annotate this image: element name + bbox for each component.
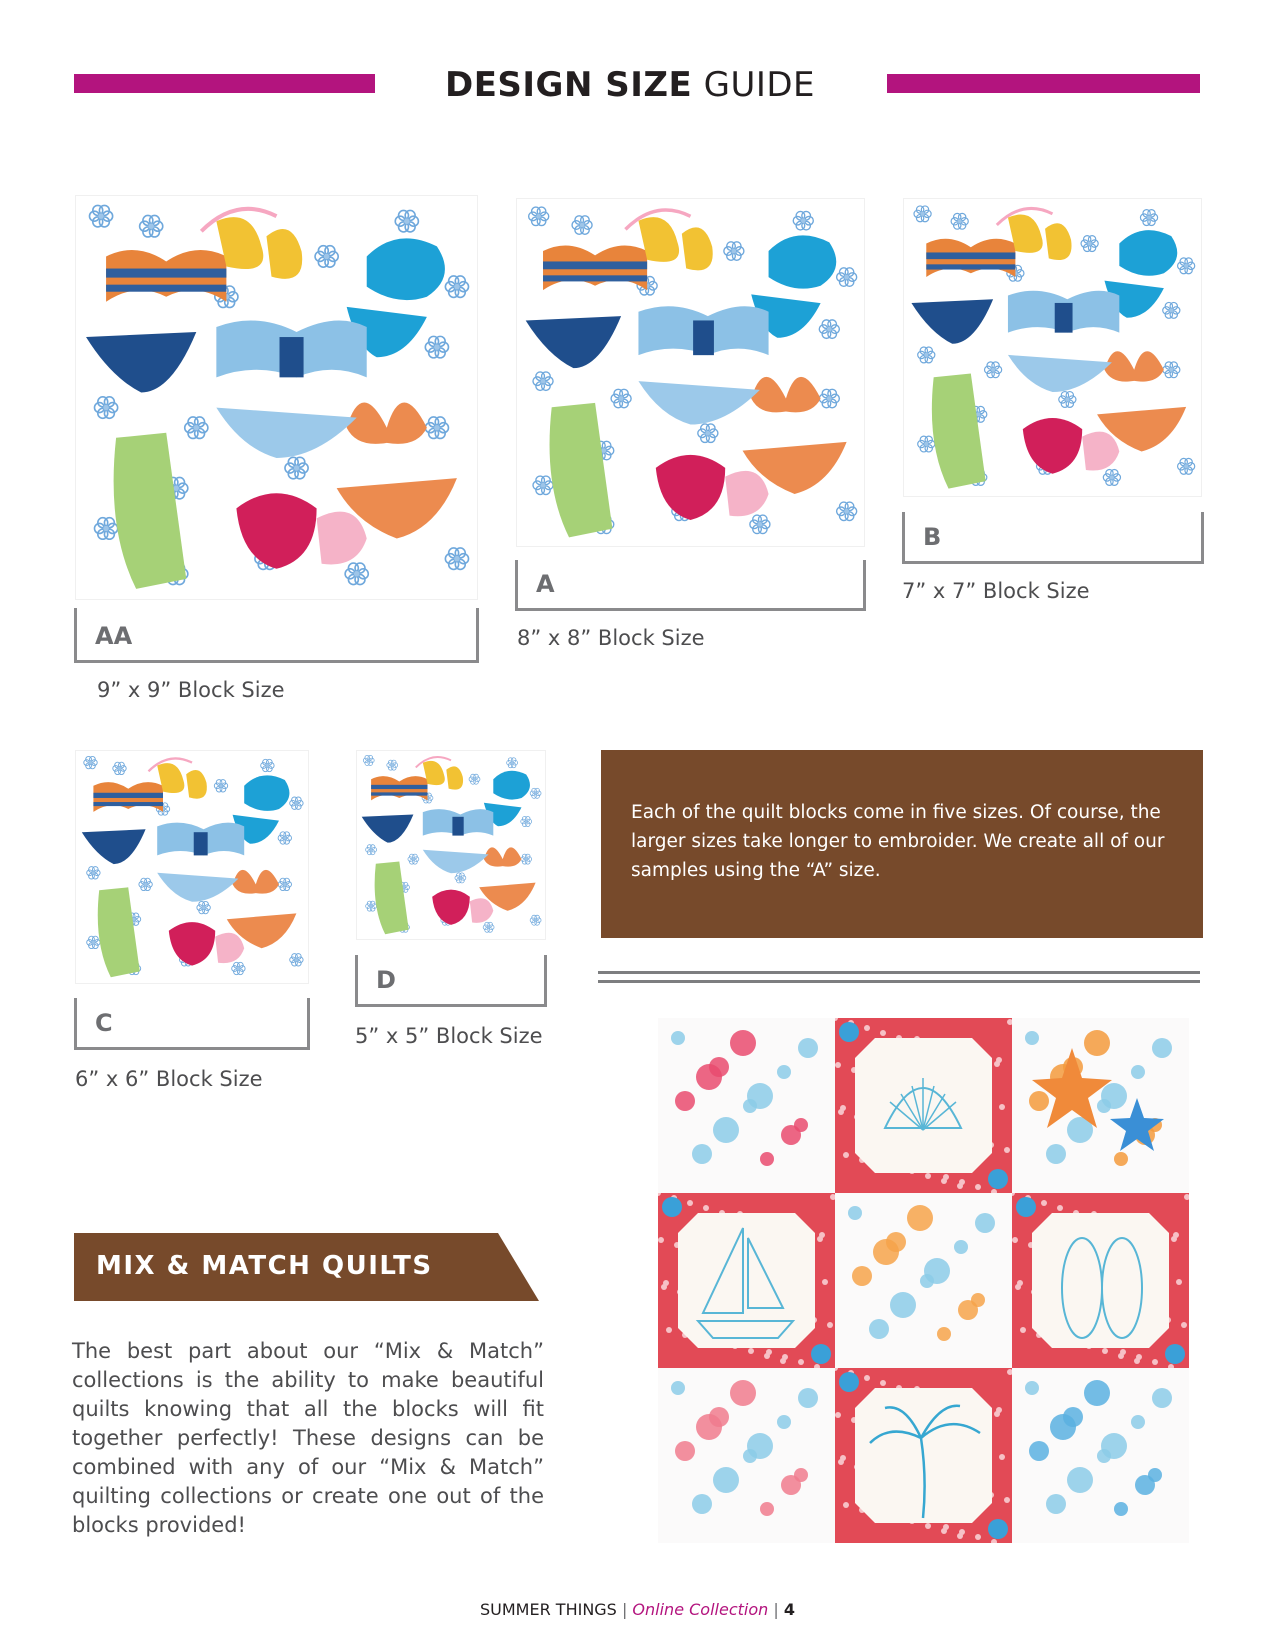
flower-icon bbox=[1163, 362, 1180, 378]
green-onepiece-icon bbox=[114, 433, 187, 589]
flower-icon bbox=[533, 372, 553, 391]
size-box-aa bbox=[74, 608, 479, 663]
orange-bra-icon bbox=[751, 377, 820, 413]
flower-icon bbox=[918, 347, 935, 363]
page-number: 4 bbox=[783, 1600, 795, 1619]
flower-icon bbox=[89, 205, 112, 226]
flower-icon bbox=[425, 417, 448, 438]
size-text-a: 8” x 8” Block Size bbox=[517, 626, 705, 650]
flower-icon bbox=[918, 436, 935, 452]
flower-icon bbox=[483, 922, 494, 932]
quilt-cell-art bbox=[1012, 1368, 1189, 1543]
flower-icon bbox=[87, 936, 100, 948]
divider-top bbox=[598, 971, 1200, 974]
orange-bra-icon bbox=[233, 870, 279, 894]
flower-icon bbox=[214, 780, 227, 792]
flower-icon bbox=[530, 915, 541, 925]
quilt-cell-art bbox=[1012, 1018, 1189, 1193]
size-letter-aa: AA bbox=[95, 622, 133, 650]
flower-icon bbox=[455, 873, 466, 883]
size-box-a bbox=[515, 560, 866, 611]
flower-icon bbox=[750, 515, 770, 534]
flower-icon bbox=[94, 397, 117, 418]
flower-icon bbox=[793, 211, 813, 230]
pink-bikini-icon bbox=[1023, 418, 1082, 474]
navy-bottom-icon bbox=[526, 316, 621, 368]
flower-icon bbox=[84, 756, 97, 768]
quilt-block-sailboat bbox=[658, 1193, 835, 1368]
flower-icon bbox=[87, 867, 100, 879]
teal-top-icon bbox=[769, 235, 837, 288]
pink-bikini-icon bbox=[432, 890, 470, 925]
teal-top-icon bbox=[244, 775, 289, 811]
flower-icon bbox=[445, 548, 468, 569]
flower-icon bbox=[185, 417, 208, 438]
flower-icon bbox=[521, 816, 532, 826]
size-letter-c: C bbox=[95, 1009, 113, 1037]
quilt-block-fruit bbox=[835, 1193, 1012, 1368]
swimsuit-illustration bbox=[76, 196, 477, 599]
size-letter-b: B bbox=[923, 523, 942, 551]
orange-bra-icon bbox=[1104, 351, 1163, 381]
flower-icon bbox=[819, 389, 839, 408]
flower-icon bbox=[232, 962, 245, 974]
teal-top-icon bbox=[367, 238, 445, 300]
flower-icon bbox=[837, 268, 857, 287]
quilt-cell-art bbox=[835, 1368, 1012, 1543]
pink-bikini-icon bbox=[236, 493, 316, 569]
blue-bottom-icon bbox=[216, 408, 356, 458]
mix-body: The best part about our “Mix & Match” collections is the ability to make beautiful quilts knowing that all the blocks will fit together perfectly! These designs can be combined with any of our “Mix & Match” quilting collections or create one out of the blocks provided! bbox=[72, 1339, 544, 1537]
quilt-cell-art bbox=[1012, 1193, 1189, 1368]
flower-icon bbox=[1059, 392, 1076, 408]
flower-icon bbox=[951, 213, 968, 229]
size-box-d bbox=[355, 955, 547, 1007]
block-image-c bbox=[75, 750, 309, 984]
green-onepiece-icon bbox=[375, 861, 409, 934]
mix-banner bbox=[74, 1233, 539, 1301]
flower-icon bbox=[395, 210, 418, 231]
flower-icon bbox=[837, 502, 857, 521]
flower-icon bbox=[1178, 458, 1195, 474]
flower-icon bbox=[366, 901, 377, 911]
flower-icon bbox=[611, 389, 631, 408]
flower-icon bbox=[529, 207, 549, 226]
flower-icon bbox=[572, 216, 592, 235]
header-bar-left bbox=[74, 74, 375, 93]
block-image-aa bbox=[75, 195, 478, 600]
flower-icon bbox=[197, 901, 210, 913]
flower-icon bbox=[724, 242, 744, 261]
size-text-aa: 9” x 9” Block Size bbox=[97, 678, 285, 702]
navy-bottom-icon bbox=[86, 332, 196, 392]
quilt-frame bbox=[678, 1213, 815, 1348]
title-light: GUIDE bbox=[703, 65, 816, 105]
flower-icon bbox=[94, 518, 117, 539]
quilt-block-palm bbox=[835, 1368, 1012, 1543]
flower-icon bbox=[290, 954, 303, 966]
quilt-block-shell bbox=[835, 1018, 1012, 1193]
quilt-cell-art bbox=[835, 1193, 1012, 1368]
flower-icon bbox=[408, 854, 419, 864]
flower-icon bbox=[1163, 302, 1180, 318]
quilt-block-party bbox=[1012, 1368, 1189, 1543]
flower-icon bbox=[1178, 258, 1195, 274]
teal-top-icon bbox=[493, 771, 530, 800]
flower-icon bbox=[914, 206, 931, 222]
flower-icon bbox=[530, 788, 541, 798]
quilt-cell-art bbox=[658, 1368, 835, 1543]
flower-icon bbox=[345, 563, 368, 584]
flower-icon bbox=[113, 762, 126, 774]
flower-icon bbox=[315, 246, 338, 267]
swimsuit-illustration bbox=[904, 199, 1201, 496]
swimsuit-illustration bbox=[517, 199, 864, 546]
flower-icon bbox=[261, 759, 274, 771]
size-text-c: 6” x 6” Block Size bbox=[75, 1067, 263, 1091]
swimsuit-illustration bbox=[76, 751, 308, 983]
flower-icon bbox=[1140, 210, 1157, 226]
block-image-b bbox=[903, 198, 1202, 497]
flower-icon bbox=[698, 424, 718, 443]
title-bold: DESIGN SIZE bbox=[444, 65, 693, 105]
size-letter-a: A bbox=[536, 570, 555, 598]
quilt-cell-art bbox=[658, 1018, 835, 1193]
footer-sub: Online Collection bbox=[632, 1600, 769, 1619]
info-box bbox=[601, 750, 1203, 938]
flower-icon bbox=[285, 457, 308, 478]
flower-icon bbox=[521, 854, 532, 864]
info-text: Each of the quilt blocks come in five sizes. Of course, the larger sizes take longer to embroider. We create all of our samples using the “A” size. bbox=[631, 802, 1165, 881]
flower-icon bbox=[139, 878, 152, 890]
swimsuit-illustration bbox=[357, 751, 545, 939]
navy-bottom-icon bbox=[911, 299, 993, 344]
flower-icon bbox=[533, 476, 553, 495]
green-onepiece-icon bbox=[932, 373, 986, 488]
size-text-d: 5” x 5” Block Size bbox=[355, 1024, 543, 1048]
flower-icon bbox=[1081, 236, 1098, 252]
flower-icon bbox=[290, 797, 303, 809]
block-image-d bbox=[356, 750, 546, 940]
page-footer: SUMMER THINGS | Online Collection | 4 bbox=[480, 1600, 795, 1619]
blue-bottom-icon bbox=[1008, 355, 1112, 392]
flower-icon bbox=[507, 758, 518, 768]
blue-bottom-icon bbox=[423, 850, 489, 874]
flower-icon bbox=[366, 845, 377, 855]
flower-icon bbox=[278, 832, 291, 844]
header-bar-right bbox=[887, 74, 1200, 93]
block-image-a bbox=[516, 198, 865, 547]
orange-bra-icon bbox=[347, 403, 427, 444]
blue-bottom-icon bbox=[157, 873, 238, 902]
flower-icon bbox=[278, 878, 291, 890]
size-box-b bbox=[902, 512, 1204, 564]
size-box-c bbox=[74, 998, 310, 1050]
pink-bikini-icon bbox=[656, 455, 725, 520]
page-title bbox=[440, 65, 820, 105]
flower-icon bbox=[363, 755, 374, 765]
quilt-sample-image bbox=[658, 1018, 1190, 1543]
divider-bottom bbox=[598, 980, 1200, 983]
quilt-frame bbox=[1032, 1213, 1169, 1348]
quilt-cell-art bbox=[835, 1018, 1012, 1193]
flower-icon bbox=[819, 320, 839, 339]
flower-icon bbox=[1103, 470, 1120, 486]
mix-heading: MIX & MATCH QUILTS bbox=[96, 1251, 433, 1281]
quilt-block-drinks bbox=[658, 1368, 835, 1543]
quilt-cell-art bbox=[658, 1193, 835, 1368]
pink-bikini-icon bbox=[169, 922, 215, 966]
flower-icon bbox=[985, 362, 1002, 378]
green-onepiece-icon bbox=[550, 403, 613, 537]
size-letter-d: D bbox=[376, 966, 396, 994]
quilt-block-flipflops bbox=[1012, 1193, 1189, 1368]
blue-bottom-icon bbox=[638, 381, 759, 424]
navy-bottom-icon bbox=[362, 814, 414, 842]
flower-icon bbox=[140, 215, 163, 236]
teal-top-icon bbox=[1119, 230, 1177, 276]
flower-icon bbox=[445, 276, 468, 297]
quilt-block-starfish bbox=[1012, 1018, 1189, 1193]
green-onepiece-icon bbox=[98, 887, 140, 977]
size-text-b: 7” x 7” Block Size bbox=[902, 579, 1090, 603]
navy-bottom-icon bbox=[82, 829, 146, 864]
flower-icon bbox=[469, 774, 480, 784]
orange-bra-icon bbox=[484, 847, 522, 866]
footer-collection: SUMMER THINGS bbox=[480, 1600, 617, 1619]
quilt-block-sunglasses bbox=[658, 1018, 835, 1193]
flower-icon bbox=[387, 760, 398, 770]
flower-icon bbox=[425, 336, 448, 357]
